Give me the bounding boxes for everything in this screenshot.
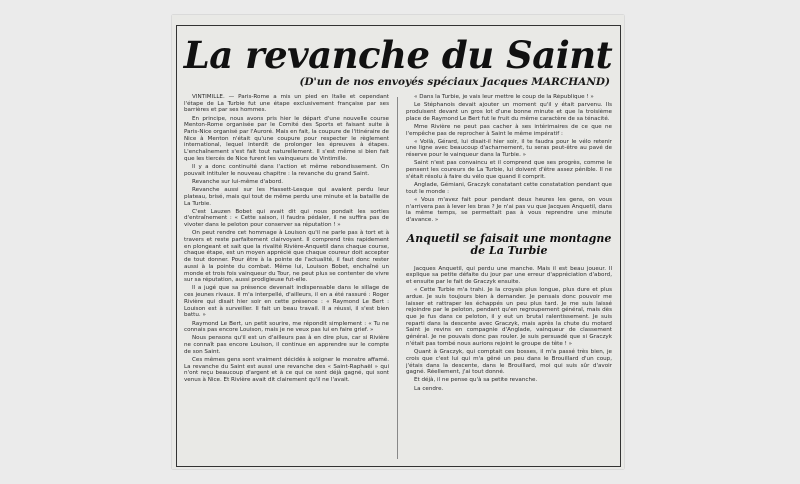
paragraph: Il a jugé que sa présence devenait indispensable dans le sillage de ces jeunes rivaux. Il m'a interpellé, d'ailleurs, il en a été rassuré : Roger Rivière qui disait hier soir en cette présence : « Raymond Le Bert : Louison est à surveiller. Il fait un beau travail. Il a réussi, il s'est bien battu. » <box>184 285 389 319</box>
paragraph: En principe, nous avons pris hier le départ d'une nouvelle course Menton-Rome organisée par le Comité des Sports et faisant suite à Paris-Nice organisé par l'Auroré. Mais en fait, la coupure de l'itinéraire de Nice à Menton n'était qu'une coupure pour respecter le règlement international, lequel interdit de prolonger les épreuves à étapes. L'enchaînement s'est fait tout naturellement. Il s'est même si bien fait que les tiercés de Nice furent les vainqueurs de Vintimille. <box>184 115 389 162</box>
paragraph: Il y a donc continuité dans l'action et même rebondissement. On pouvait intituler le nouveau chapitre : la revanche du grand Saint. <box>184 164 389 177</box>
paragraph: La cendre. <box>414 385 444 392</box>
right-column <box>406 94 612 467</box>
paragraph: Anglade, Gémiani, Graczyk constatant cette constatation pendant que tout le monde : <box>406 181 612 195</box>
left-column <box>184 94 389 467</box>
byline: (D'un de nos envoyés spéciaux Jacques MARCHAND) <box>299 76 610 88</box>
paragraph: Jacques Anquetil, qui perdu une manche. Mais il est beau joueur. Il explique sa petite défaite du jour par une erreur d'appréciation d'abord, et ensuite par le fait de Graczyk ensuite. <box>406 265 612 286</box>
paragraph: « Voilà, Gérard, lui disait-il hier soir, il te faudra pour le vélo retenir une ligne avec beaucoup d'acharnement, tu seras peut-être au pavé de réserve pour le vainqueur dans la Turbie. » <box>406 138 612 159</box>
paragraph: « Dans la Turbie, je vais leur mettre le coup de la République ! » <box>414 94 594 100</box>
paragraph: Le Stéphanois devait ajouter un moment qu'il y était parvenu. Ils produisent devant un gros lot d'une bonne minute et que la troisième place de Raymond Le Bert fut le fruit du même caractère de sa ténacité. <box>406 102 612 122</box>
paragraph: On peut rendre cet hommage à Louison qu'il ne parle pas à tort et à travers et reste parfaitement clairvoyant. Il comprend très rapidement en plongeant et sait que la rivalité Rivière-Anquetil dans chaque course, chaque étape, est un moyen apprécié que chaque coureur doit accepter de tout donner. Pour être à la pointe de l'actualité, il faut donc rester aussi à la pointe du combat. Même lui, Louison Bobet, enchaîné un monde et trois fois vainqueur du Tour, ne peut plus se contenter de vivre sur sa réputation, aussi prodigieuse fut-elle. <box>184 230 389 284</box>
paragraph: Nous pensons qu'il est un d'ailleurs pas à en dire plus, car si Rivière ne connaît pas encore Louison, il continue en apprendre sur le compte de son Saint. <box>184 335 389 355</box>
headline: La revanche du Saint <box>183 33 613 77</box>
paragraph: Saint n'est pas convaincu et il comprend que ses progrès, comme le pensent les coureurs de La Turbie, lui doivent d'être assez pénible. Il ne s'était résolu à faire du vélo que quand il comprit. <box>406 160 612 180</box>
paragraph: Raymond Le Bert, un petit sourire, me répondit simplement : « Tu ne connais pas encore Louison, mais je ne veux pas lui en faire grief. » <box>184 320 389 334</box>
paragraph: Ces mêmes gens sont vraiment décidés à soigner le monstre affamé. La revanche du Saint est aussi une revanche des « Saint-Raphaël » qui n'ont reçu beaucoup d'argent et à ce qui ce sont déjà gagné, qui sont venus à Nice. Et Rivière avait dit clairement qu'il ne l'avait. <box>184 357 389 384</box>
paragraph: Quant à Graczyk, qui comptait ces bosses, il m'a passé très bien, je crois que c'est lui qui m'a gêné un peu dans le Brouillard d'un coup, j'étais dans la descente, dans le Brouillard, moi qui suis sûr d'avoir gagné. Réellement, j'ai tout donné. <box>406 349 612 376</box>
paragraph: Et déjà, il ne pense qu'à sa petite revanche. <box>414 377 538 384</box>
newspaper-clipping <box>172 15 624 469</box>
paragraph: C'est Lauzen Bobet qui avait dit qui nous pondait les sorties d'entraînement : « Cette saison, il faudra pédaler, il ne suffira pas de vivoter dans le peloton pour conserver sa réputation ! » <box>184 208 389 229</box>
paragraph: « Cette Turbie m'a trahi. Je la croyais plus longue, plus dure et plus ardue. Je suis toujours bien à demander. Je pensais donc pouvoir me laisser et rattraper les échappés un peu plus tard. Je me suis laissé rejoindre par le peloton, pendant qu'en regroupement général, mais dès que je fus dans ce peloton, il y eut un brutal ralentissement. Je suis reparti dans la descente avec Graczyk, mais après la chute du motard Saint je revins en compagnie d'Anglade, vainqueur de classement général. Je ne pouvais donc pas rouler. Je suis persuadé que si Graczyk n'était pas tombé nous aurions rejoint le groupe de tête ! » <box>406 287 612 347</box>
paragraph: Revanche sur lui-même d'abord. <box>192 178 283 185</box>
subheading: Anquetil se faisait une montagne de La Turbie <box>406 231 612 257</box>
paragraph: Mme Rivière ne peut pas cacher à ses intérimaires de ce que ne l'empêche pas de reprocher à Saint le même impératif : <box>406 123 612 137</box>
paragraph: « Vous m'avez fait pour pendant deux heures les gens, on vous n'arrivera pas à lever les bras ? Je n'ai pas vu que Jacques Anquetil, dans la même temps, se permettait pas à vous reprendre une minute d'avance. » <box>406 196 612 223</box>
paragraph: Revanche aussi sur les Hassett-Lesque qui avaient perdu leur plateau, brisé, mais qui tout de même perdu une minute et la bataille de La Turbie. <box>184 187 389 207</box>
column-rule <box>397 97 398 459</box>
paragraph: VINTIMILLE. — Paris-Rome a mis un pied en Italie et cependant l'étape de La Turbie fut une étape exclusivement française par ses barrières et par ses hommes. <box>184 94 389 114</box>
